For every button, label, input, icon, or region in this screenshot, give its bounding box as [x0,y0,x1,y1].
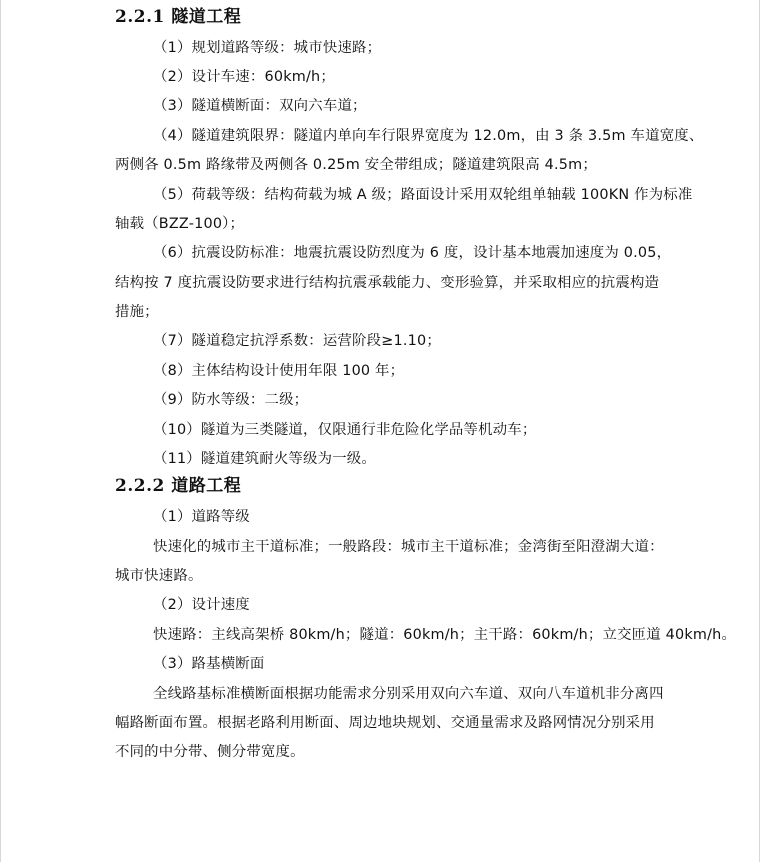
paragraph-line: （1）规划道路等级：城市快速路； [153,40,382,56]
paragraph-line: （2）设计速度 [153,597,250,613]
paragraph-line: 城市快速路。 [115,568,203,584]
paragraph-line: 不同的中分带、侧分带宽度。 [115,744,305,760]
paragraph-line: （1）道路等级 [153,509,250,525]
paragraph-line: （11）隧道建筑耐火等级为一级。 [153,451,376,467]
paragraph-line: 快速化的城市主干道标准；一般路段：城市主干道标准；金湾街至阳澄湖大道： [153,539,664,555]
paragraph-line: （3）路基横断面 [153,656,265,672]
paragraph-line: （8）主体结构设计使用年限 100 年； [153,363,405,379]
paragraph-line: （10）隧道为三类隧道，仅限通行非危险化学品等机动车； [153,422,537,438]
paragraph-line: 结构按 7 度抗震设防要求进行结构抗震承载能力、变形验算，并采取相应的抗震构造 [115,275,660,291]
paragraph-line: 两侧各 0.5m 路缘带及两侧各 0.25m 安全带组成；隧道建筑限高 4.5m； [115,157,597,173]
paragraph-line: （2）设计车速：60km/h； [153,69,335,85]
section-heading: 2.2.2 道路工程 [115,476,242,496]
paragraph-line: （3）隧道横断面：双向六车道； [153,98,367,114]
paragraph-line: 幅路断面布置。根据老路利用断面、周边地块规划、交通量需求及路网情况分别采用 [115,715,655,731]
paragraph-line: 轴载（BZZ-100）； [115,216,245,232]
paragraph-line: 措施； [115,304,159,320]
section-heading: 2.2.1 隧道工程 [115,7,242,27]
paragraph-line: （9）防水等级：二级； [153,392,309,408]
paragraph-line: 快速路：主线高架桥 80km/h；隧道：60km/h；主干路：60km/h；立交匝道 40km/h。 [153,627,737,643]
paragraph-line: （6）抗震设防标准：地震抗震设防烈度为 6 度，设计基本地震加速度为 0.05， [153,245,672,261]
paragraph-line: （7）隧道稳定抗浮系数：运营阶段≥1.10； [153,333,441,349]
paragraph-line: （4）隧道建筑限界：隧道内单向车行限界宽度为 12.0m，由 3 条 3.5m 车道宽度、 [153,128,704,144]
paragraph-line: 全线路基标准横断面根据功能需求分别采用双向六车道、双向八车道机非分离四 [153,686,664,702]
paragraph-line: （5）荷载等级：结构荷载为城 A 级；路面设计采用双轮组单轴载 100KN 作为标准 [153,187,693,203]
